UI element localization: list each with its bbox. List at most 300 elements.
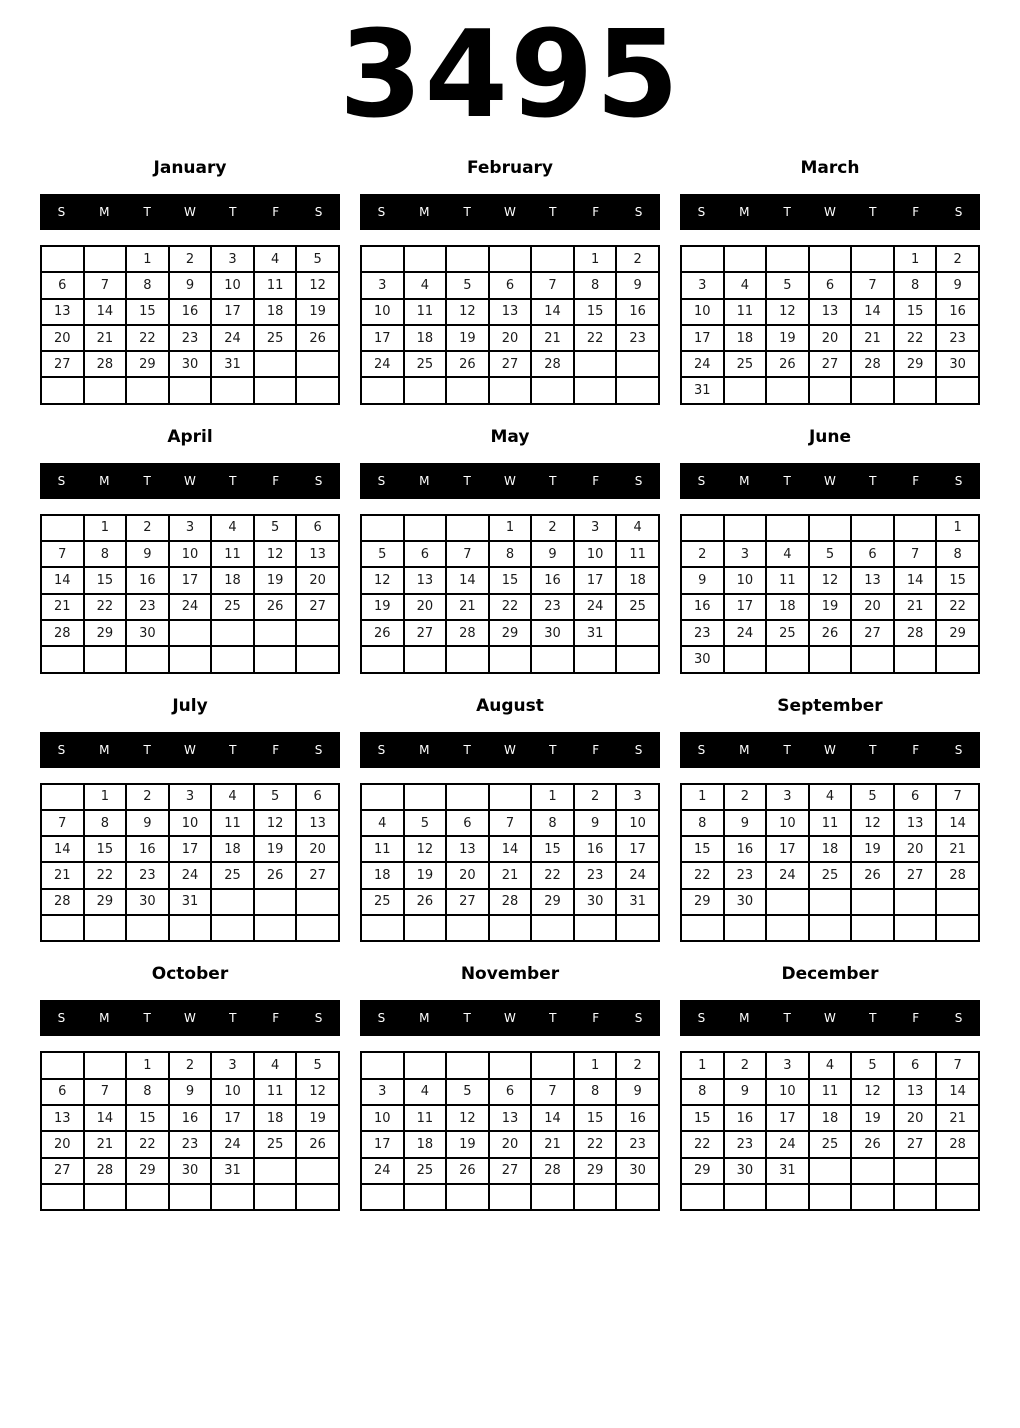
empty-day-cell	[126, 646, 169, 672]
day-cell: 14	[41, 836, 84, 862]
day-cell: 11	[361, 836, 404, 862]
empty-day-cell	[616, 1184, 659, 1210]
week-row	[41, 1105, 339, 1131]
day-cell: 13	[296, 810, 339, 836]
empty-day-cell	[169, 1184, 212, 1210]
day-cell: 15	[531, 836, 574, 862]
day-cell: 6	[296, 784, 339, 810]
day-cell: 4	[766, 541, 809, 567]
empty-day-cell	[41, 515, 84, 541]
day-cell: 25	[809, 862, 852, 888]
day-cell: 2	[169, 1052, 212, 1078]
day-cell: 30	[724, 889, 767, 915]
week-row	[41, 784, 339, 810]
empty-day-cell	[724, 1184, 767, 1210]
month-title: February	[466, 158, 554, 178]
empty-day-cell	[41, 1184, 84, 1210]
week-row	[681, 889, 979, 915]
day-cell: 8	[126, 1079, 169, 1105]
empty-day-cell	[446, 246, 489, 272]
day-cell: 15	[681, 1105, 724, 1131]
day-cell: 6	[41, 1079, 84, 1105]
day-cell: 22	[489, 594, 532, 620]
day-cell: 9	[531, 541, 574, 567]
day-cell: 26	[446, 351, 489, 377]
week-row	[361, 246, 659, 272]
day-of-week-label: T	[783, 205, 791, 219]
day-cell: 13	[41, 1105, 84, 1131]
month-days-table	[40, 245, 340, 405]
day-cell: 8	[894, 272, 937, 298]
day-cell: 8	[84, 541, 127, 567]
day-of-week-label: T	[463, 205, 471, 219]
day-cell: 30	[616, 1158, 659, 1184]
day-of-week-label: W	[504, 742, 516, 757]
day-cell: 10	[724, 567, 767, 593]
day-cell: 24	[724, 620, 767, 646]
week-row	[41, 351, 339, 377]
day-cell: 20	[809, 325, 852, 351]
day-cell: 1	[894, 246, 937, 272]
empty-day-cell	[489, 915, 532, 941]
day-cell: 14	[84, 1105, 127, 1131]
empty-day-cell	[84, 1052, 127, 1078]
day-of-week-label: W	[824, 742, 836, 757]
day-cell: 5	[404, 810, 447, 836]
day-cell: 10	[766, 1079, 809, 1105]
day-cell: 19	[766, 325, 809, 351]
day-cell: 26	[851, 862, 894, 888]
day-cell: 2	[724, 1052, 767, 1078]
day-cell: 26	[361, 620, 404, 646]
day-cell: 25	[254, 325, 297, 351]
day-cell: 29	[84, 889, 127, 915]
day-cell: 29	[84, 620, 127, 646]
empty-day-cell	[766, 646, 809, 672]
day-cell: 4	[809, 1052, 852, 1078]
day-cell: 1	[126, 246, 169, 272]
day-cell: 4	[809, 784, 852, 810]
month-block	[680, 964, 980, 1211]
empty-day-cell	[851, 246, 894, 272]
week-row	[361, 1052, 659, 1078]
day-cell: 1	[574, 1052, 617, 1078]
day-cell: 8	[84, 810, 127, 836]
week-row	[681, 836, 979, 862]
empty-day-cell	[936, 1158, 979, 1184]
day-of-week-header	[40, 194, 340, 230]
day-cell: 25	[211, 862, 254, 888]
day-cell: 7	[446, 541, 489, 567]
day-cell: 28	[531, 351, 574, 377]
empty-day-cell	[126, 1184, 169, 1210]
day-cell: 10	[211, 272, 254, 298]
empty-day-cell	[254, 915, 297, 941]
empty-day-cell	[446, 784, 489, 810]
day-cell: 26	[851, 1131, 894, 1157]
calendar-page	[0, 6, 1020, 1211]
day-cell: 4	[254, 1052, 297, 1078]
day-cell: 22	[84, 594, 127, 620]
day-cell: 9	[681, 567, 724, 593]
day-cell: 2	[126, 784, 169, 810]
day-cell: 3	[361, 272, 404, 298]
month-title: September	[777, 695, 883, 716]
day-cell: 9	[616, 1079, 659, 1105]
empty-day-cell	[574, 377, 617, 403]
day-of-week-header	[360, 463, 660, 499]
week-row	[681, 862, 979, 888]
week-row	[361, 646, 659, 672]
month-title: August	[476, 695, 544, 716]
day-cell: 8	[681, 1079, 724, 1105]
day-cell: 13	[894, 810, 937, 836]
empty-day-cell	[489, 784, 532, 810]
day-of-week-label: M	[419, 473, 430, 488]
empty-day-cell	[404, 377, 447, 403]
empty-day-cell	[851, 889, 894, 915]
day-cell: 5	[446, 1079, 489, 1105]
day-cell: 24	[766, 1131, 809, 1157]
day-of-week-label: S	[697, 473, 706, 488]
day-cell: 14	[531, 299, 574, 325]
empty-day-cell	[894, 1184, 937, 1210]
day-cell: 16	[169, 299, 212, 325]
week-row	[41, 299, 339, 325]
day-cell: 16	[169, 1105, 212, 1131]
day-of-week-label: S	[954, 1011, 963, 1026]
day-of-week-label: M	[419, 742, 430, 757]
empty-day-cell	[531, 377, 574, 403]
day-cell: 19	[851, 1105, 894, 1131]
day-of-week-label: S	[314, 1011, 323, 1026]
day-cell: 22	[681, 1131, 724, 1157]
day-of-week-label: S	[697, 742, 706, 757]
day-cell: 31	[211, 1158, 254, 1184]
week-row	[361, 594, 659, 620]
empty-day-cell	[489, 646, 532, 672]
day-of-week-label: S	[314, 473, 323, 488]
day-cell: 19	[361, 594, 404, 620]
day-cell: 28	[936, 862, 979, 888]
week-row	[361, 377, 659, 403]
day-cell: 18	[809, 836, 852, 862]
empty-day-cell	[361, 1052, 404, 1078]
day-cell: 18	[404, 1131, 447, 1157]
day-cell: 10	[681, 299, 724, 325]
day-cell: 12	[404, 836, 447, 862]
day-cell: 16	[724, 836, 767, 862]
day-cell: 30	[724, 1158, 767, 1184]
day-cell: 12	[446, 1105, 489, 1131]
empty-day-cell	[616, 351, 659, 377]
empty-day-cell	[404, 246, 447, 272]
day-of-week-label: S	[634, 473, 643, 488]
day-cell: 6	[296, 515, 339, 541]
day-of-week-label: S	[377, 742, 386, 757]
empty-day-cell	[361, 1184, 404, 1210]
day-cell: 27	[41, 1158, 84, 1184]
day-cell: 8	[126, 272, 169, 298]
day-cell: 2	[724, 784, 767, 810]
day-of-week-header	[40, 1000, 340, 1036]
day-of-week-label: W	[504, 205, 516, 219]
empty-day-cell	[574, 1184, 617, 1210]
empty-day-cell	[936, 915, 979, 941]
day-cell: 26	[254, 862, 297, 888]
month-title: January	[153, 158, 227, 178]
day-cell: 10	[766, 810, 809, 836]
day-cell: 25	[766, 620, 809, 646]
week-row	[361, 862, 659, 888]
empty-day-cell	[211, 889, 254, 915]
empty-day-cell	[41, 646, 84, 672]
empty-day-cell	[254, 351, 297, 377]
day-cell: 28	[446, 620, 489, 646]
day-cell: 21	[41, 862, 84, 888]
day-cell: 8	[681, 810, 724, 836]
day-cell: 9	[616, 272, 659, 298]
empty-day-cell	[766, 889, 809, 915]
empty-day-cell	[296, 646, 339, 672]
day-cell: 2	[126, 515, 169, 541]
week-row	[681, 272, 979, 298]
day-cell: 5	[254, 784, 297, 810]
day-cell: 21	[851, 325, 894, 351]
day-cell: 11	[254, 272, 297, 298]
day-cell: 11	[211, 810, 254, 836]
day-cell: 14	[84, 299, 127, 325]
day-cell: 17	[616, 836, 659, 862]
day-cell: 31	[681, 377, 724, 403]
empty-day-cell	[809, 1158, 852, 1184]
day-cell: 5	[446, 272, 489, 298]
empty-day-cell	[489, 377, 532, 403]
day-cell: 19	[404, 862, 447, 888]
empty-day-cell	[361, 377, 404, 403]
week-row	[681, 351, 979, 377]
day-cell: 14	[936, 1079, 979, 1105]
month-title: May	[490, 426, 530, 447]
day-cell: 5	[851, 784, 894, 810]
empty-day-cell	[766, 1184, 809, 1210]
day-cell: 28	[489, 889, 532, 915]
day-cell: 25	[616, 594, 659, 620]
day-cell: 24	[211, 1131, 254, 1157]
empty-day-cell	[254, 620, 297, 646]
day-of-week-label: T	[143, 205, 151, 219]
day-cell: 12	[766, 299, 809, 325]
day-cell: 11	[211, 541, 254, 567]
day-cell: 21	[936, 836, 979, 862]
week-row	[41, 1079, 339, 1105]
month-block	[360, 427, 660, 674]
day-of-week-label: T	[869, 473, 877, 488]
day-cell: 13	[296, 541, 339, 567]
week-row	[681, 1131, 979, 1157]
day-cell: 26	[296, 325, 339, 351]
empty-day-cell	[809, 515, 852, 541]
empty-day-cell	[296, 915, 339, 941]
day-cell: 24	[211, 325, 254, 351]
empty-day-cell	[84, 646, 127, 672]
day-cell: 27	[41, 351, 84, 377]
day-cell: 6	[894, 1052, 937, 1078]
day-cell: 24	[616, 862, 659, 888]
day-of-week-label: T	[783, 473, 791, 488]
month-days-table	[680, 783, 980, 943]
day-cell: 4	[616, 515, 659, 541]
day-cell: 19	[254, 836, 297, 862]
week-row	[41, 272, 339, 298]
month-days-table	[360, 245, 660, 405]
day-cell: 3	[681, 272, 724, 298]
day-cell: 1	[84, 784, 127, 810]
empty-day-cell	[531, 915, 574, 941]
day-cell: 16	[724, 1105, 767, 1131]
empty-day-cell	[531, 646, 574, 672]
week-row	[41, 646, 339, 672]
empty-day-cell	[404, 1184, 447, 1210]
empty-day-cell	[404, 1052, 447, 1078]
day-cell: 18	[361, 862, 404, 888]
day-of-week-header	[360, 732, 660, 768]
day-cell: 27	[296, 862, 339, 888]
empty-day-cell	[41, 784, 84, 810]
empty-day-cell	[404, 915, 447, 941]
day-cell: 16	[936, 299, 979, 325]
day-cell: 23	[574, 862, 617, 888]
day-cell: 15	[681, 836, 724, 862]
day-of-week-label: S	[634, 205, 643, 219]
empty-day-cell	[851, 1158, 894, 1184]
day-of-week-label: S	[57, 205, 66, 219]
day-of-week-label: W	[824, 205, 836, 219]
day-cell: 26	[254, 594, 297, 620]
day-cell: 15	[894, 299, 937, 325]
day-cell: 23	[169, 1131, 212, 1157]
day-of-week-label: F	[592, 742, 600, 757]
day-cell: 20	[296, 836, 339, 862]
day-cell: 11	[809, 810, 852, 836]
day-cell: 5	[361, 541, 404, 567]
day-cell: 3	[766, 1052, 809, 1078]
week-row	[41, 862, 339, 888]
day-cell: 25	[361, 889, 404, 915]
day-cell: 8	[574, 1079, 617, 1105]
day-cell: 12	[851, 1079, 894, 1105]
day-cell: 9	[724, 810, 767, 836]
day-cell: 25	[211, 594, 254, 620]
day-cell: 17	[724, 594, 767, 620]
day-of-week-label: T	[783, 742, 791, 757]
day-cell: 15	[489, 567, 532, 593]
day-cell: 22	[574, 1131, 617, 1157]
empty-day-cell	[809, 889, 852, 915]
day-cell: 3	[361, 1079, 404, 1105]
week-row	[361, 784, 659, 810]
day-cell: 6	[446, 810, 489, 836]
day-cell: 5	[851, 1052, 894, 1078]
day-cell: 7	[84, 272, 127, 298]
day-of-week-header	[680, 463, 980, 499]
day-cell: 28	[84, 351, 127, 377]
day-cell: 8	[531, 810, 574, 836]
day-cell: 15	[574, 1105, 617, 1131]
empty-day-cell	[446, 915, 489, 941]
day-cell: 1	[574, 246, 617, 272]
day-of-week-label: F	[592, 205, 600, 219]
day-cell: 15	[126, 299, 169, 325]
empty-day-cell	[894, 377, 937, 403]
empty-day-cell	[254, 1158, 297, 1184]
day-cell: 13	[894, 1079, 937, 1105]
empty-day-cell	[489, 1052, 532, 1078]
empty-day-cell	[211, 377, 254, 403]
day-cell: 13	[41, 299, 84, 325]
day-cell: 3	[724, 541, 767, 567]
day-cell: 29	[126, 351, 169, 377]
day-cell: 8	[574, 272, 617, 298]
day-of-week-label: T	[869, 1011, 877, 1026]
week-row	[681, 1105, 979, 1131]
day-cell: 4	[361, 810, 404, 836]
day-of-week-label: T	[549, 742, 557, 757]
day-cell: 24	[361, 351, 404, 377]
day-cell: 23	[724, 1131, 767, 1157]
day-cell: 2	[681, 541, 724, 567]
day-of-week-label: W	[184, 205, 196, 219]
week-row	[41, 1184, 339, 1210]
day-cell: 15	[936, 567, 979, 593]
week-row	[681, 377, 979, 403]
day-of-week-label: W	[504, 1011, 516, 1026]
empty-day-cell	[724, 246, 767, 272]
day-cell: 15	[574, 299, 617, 325]
week-row	[361, 1079, 659, 1105]
day-cell: 21	[446, 594, 489, 620]
empty-day-cell	[126, 377, 169, 403]
day-cell: 19	[851, 836, 894, 862]
day-cell: 6	[894, 784, 937, 810]
month-days-table	[360, 514, 660, 674]
month-days-table	[680, 245, 980, 405]
day-cell: 17	[361, 325, 404, 351]
day-of-week-label: F	[912, 205, 920, 219]
day-cell: 29	[531, 889, 574, 915]
day-cell: 28	[41, 889, 84, 915]
empty-day-cell	[809, 246, 852, 272]
day-of-week-label: F	[272, 742, 280, 757]
week-row	[41, 915, 339, 941]
week-row	[41, 325, 339, 351]
day-cell: 16	[616, 299, 659, 325]
day-cell: 3	[616, 784, 659, 810]
day-cell: 9	[169, 272, 212, 298]
week-row	[361, 567, 659, 593]
day-cell: 17	[766, 1105, 809, 1131]
day-cell: 22	[531, 862, 574, 888]
day-cell: 28	[531, 1158, 574, 1184]
day-of-week-header	[680, 1000, 980, 1036]
empty-day-cell	[681, 246, 724, 272]
day-cell: 29	[489, 620, 532, 646]
day-cell: 6	[489, 272, 532, 298]
day-cell: 11	[809, 1079, 852, 1105]
week-row	[41, 377, 339, 403]
day-cell: 11	[404, 299, 447, 325]
empty-day-cell	[766, 377, 809, 403]
